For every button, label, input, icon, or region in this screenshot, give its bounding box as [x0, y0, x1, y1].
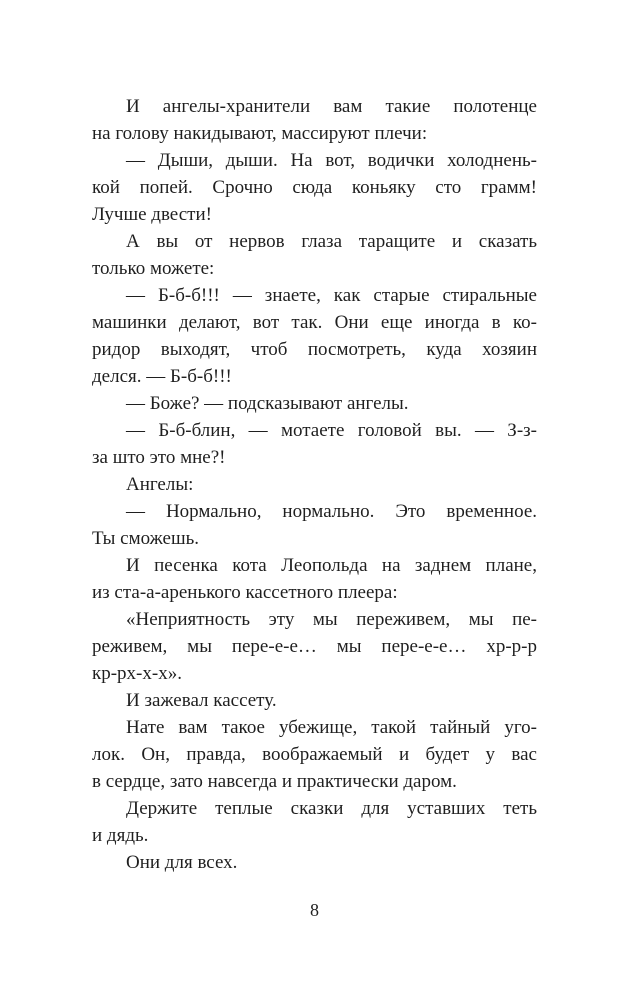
- paragraph: [92, 390, 537, 417]
- paragraph: [92, 471, 537, 498]
- paragraph: [92, 417, 537, 471]
- text-line: — Дыши, дыши. На вот, водички холоднень-: [126, 150, 537, 171]
- text-line: только можете:: [92, 258, 215, 279]
- text-line: в сердце, зато навсегда и практически даром.: [92, 771, 457, 792]
- paragraph: [92, 714, 537, 795]
- text-line: — Б-б-б!!! — знаете, как старые стиральные: [126, 285, 537, 306]
- paragraph: [92, 93, 537, 147]
- text-line: И ангелы-хранители вам такие полотенце: [126, 96, 537, 117]
- text-line: и дядь.: [92, 825, 149, 846]
- text-line: из ста-а-аренького кассетного плеера:: [92, 582, 398, 603]
- text-line: Ты сможешь.: [92, 528, 200, 549]
- text-line: — Нормально, нормально. Это временное.: [126, 501, 537, 522]
- text-line: ридор выходят, чтоб посмотреть, куда хозяин: [92, 339, 537, 360]
- paragraph: [92, 606, 537, 687]
- paragraph: [92, 282, 537, 390]
- text-line: — Боже? — подсказывают ангелы.: [126, 393, 409, 414]
- paragraph: [92, 849, 537, 876]
- text-line: И зажевал кассету.: [126, 690, 277, 711]
- text-line: Держите теплые сказки для уставших теть: [126, 798, 537, 819]
- paragraph: [92, 498, 537, 552]
- text-line: кой попей. Срочно сюда коньяку сто грамм!: [92, 177, 537, 198]
- text-line: реживем, мы пере-е-е… мы пере-е-е… хр-р-р: [92, 636, 537, 657]
- text-line: лок. Он, правда, воображаемый и будет у вас: [92, 744, 537, 765]
- text-line: Лучше двести!: [92, 204, 212, 225]
- text-line: Ангелы:: [126, 474, 194, 495]
- text-line: за што это мне?!: [92, 447, 226, 468]
- text-line: — Б-б-блин, — мотаете головой вы. — З-з-: [126, 420, 537, 441]
- text-line: машинки делают, вот так. Они еще иногда в ко-: [92, 312, 537, 333]
- text-line: Нате вам такое убежище, такой тайный уго-: [126, 717, 537, 738]
- page-number: 8: [310, 900, 319, 920]
- paragraph: [92, 552, 537, 606]
- text-line: И песенка кота Леопольда на заднем плане,: [126, 555, 537, 576]
- text-line: кр-рх-х-х».: [92, 663, 182, 684]
- paragraph: [92, 147, 537, 228]
- text-line: делся. — Б-б-б!!!: [92, 366, 232, 387]
- text-line: «Неприятность эту мы переживем, мы пе-: [126, 609, 537, 630]
- text-line: А вы от нервов глаза таращите и сказать: [126, 231, 537, 252]
- paragraph: [92, 795, 537, 849]
- text-line: Они для всех.: [126, 852, 238, 873]
- page-text-block: [92, 93, 537, 876]
- text-line: на голову накидывают, массируют плечи:: [92, 123, 428, 144]
- paragraph: [92, 228, 537, 282]
- paragraph: [92, 687, 537, 714]
